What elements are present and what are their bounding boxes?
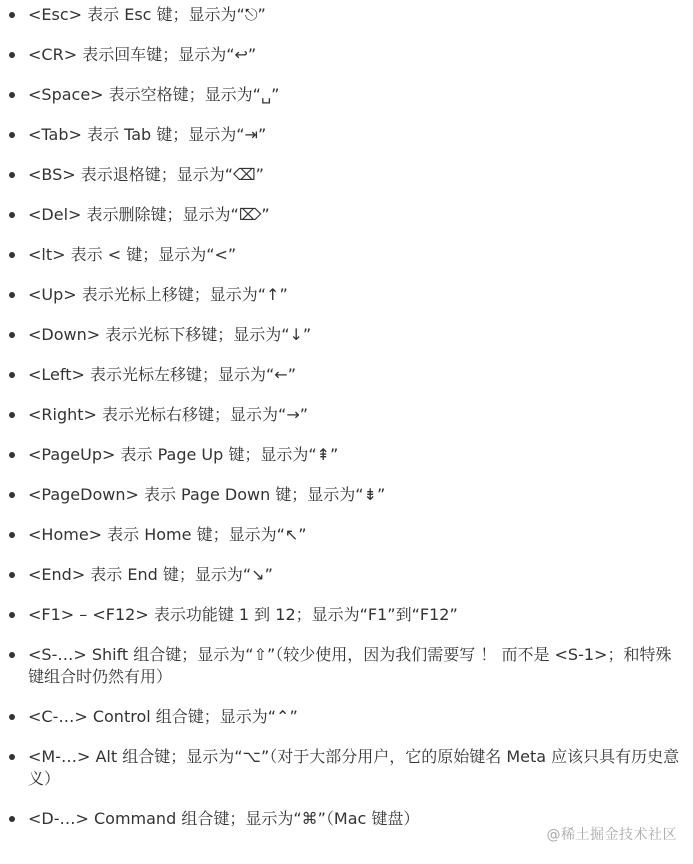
bullet-icon [9,572,15,578]
list-item-text: <lt> 表示 < 键；显示为“<” [28,245,237,264]
list-item-text: <PageUp> 表示 Page Up 键；显示为“⇞” [28,445,339,464]
list-item [0,164,693,186]
list-item [0,284,693,306]
list-item [0,404,693,426]
list-item [0,706,693,728]
bullet-icon [9,652,15,658]
list-item-text: <Del> 表示删除键；显示为“⌦” [28,205,270,224]
bullet-icon [9,492,15,498]
list-item [0,444,693,466]
list-item-text: <CR> 表示回车键；显示为“↩” [28,45,257,64]
list-item-text: <F1> – <F12> 表示功能键 1 到 12；显示为“F1”到“F12” [28,605,458,624]
list-item-text: <C-…> Control 组合键；显示为“⌃” [28,707,298,726]
bullet-icon [9,332,15,338]
list-item-text: <Right> 表示光标右移键；显示为“→” [28,405,309,424]
list-item [0,364,693,386]
bullet-icon [9,714,15,720]
bullet-icon [9,132,15,138]
bullet-icon [9,252,15,258]
list-item [0,524,693,546]
list-item-text: <Down> 表示光标下移键；显示为“↓” [28,325,312,344]
bullet-icon [9,372,15,378]
watermark: @稀土掘金技术社区 [546,827,677,843]
list-item [0,244,693,266]
bullet-icon [9,172,15,178]
bullet-icon [9,212,15,218]
list-item-text: <Tab> 表示 Tab 键；显示为“⇥” [28,125,267,144]
bullet-icon [9,612,15,618]
list-item [0,746,693,790]
bullet-icon [9,452,15,458]
list-item [0,564,693,586]
list-item [0,324,693,346]
list-item-text: <BS> 表示退格键；显示为“⌫” [28,165,264,184]
bullet-icon [9,12,15,18]
list-item-text: <S-…> Shift 组合键；显示为“⇧”（较少使用，因为我们需要写 ！ 而不是 <S-1>；和特殊键组合时仍然有用） [28,645,672,686]
list-item-text: <Esc> 表示 Esc 键；显示为“⎋” [28,5,266,24]
key-notation-list [0,4,693,848]
list-item [0,604,693,626]
bullet-icon [9,754,15,760]
list-item [0,644,693,688]
list-item [0,204,693,226]
list-item [0,124,693,146]
list-item [0,484,693,506]
list-item-text: <Left> 表示光标左移键；显示为“←” [28,365,296,384]
list-item-text: <Home> 表示 Home 键；显示为“↖” [28,525,307,544]
list-item-text: <D-…> Command 组合键；显示为“⌘”（Mac 键盘） [28,809,420,828]
bullet-icon [9,292,15,298]
list-item-text: <M-…> Alt 组合键；显示为“⌥”（对于大部分用户，它的原始键名 Meta 应该只具有历史意义） [28,747,680,788]
bullet-icon [9,412,15,418]
bullet-icon [9,92,15,98]
list-item [0,44,693,66]
list-item-text: <Up> 表示光标上移键；显示为“↑” [28,285,288,304]
bullet-icon [9,532,15,538]
bullet-icon [9,52,15,58]
list-item [0,84,693,106]
list-item [0,4,693,26]
list-item-text: <End> 表示 End 键；显示为“↘” [28,565,273,584]
list-item-text: <Space> 表示空格键；显示为“␣” [28,85,280,104]
bullet-icon [9,816,15,822]
list-item-text: <PageDown> 表示 Page Down 键；显示为“⇟” [28,485,386,504]
